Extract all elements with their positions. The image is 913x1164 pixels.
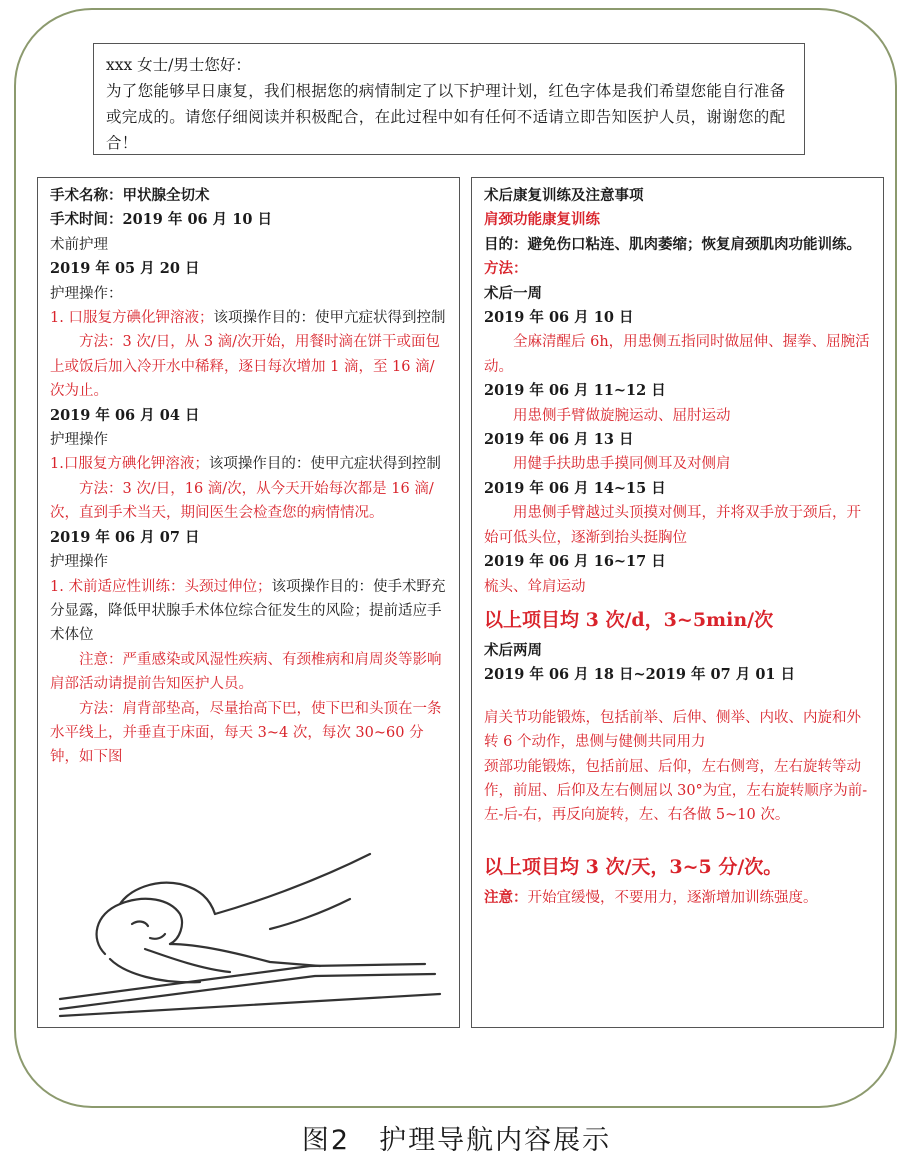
note-text: 开始宜缓慢，不要用力，逐渐增加训练强度。 [527,889,818,906]
step3-date: 2019 年 06 月 13 日 [484,431,634,449]
greeting-body: 为了您能够早日康复，我们根据您的病情制定了以下护理计划，红色字体是我们希望您能自行准备或完成的。请您仔细阅读并积极配合，在此过程中如有任何不适请立即告知医护人员，谢谢您的配合！ [106,82,786,152]
step2-text: 用患侧手臂做旋腕运动、屈肘运动 [513,407,731,424]
op-item-1 [50,306,447,330]
op-item-1-red: 1. 口服复方碘化钾溶液； [50,310,214,327]
step1-date: 2019 年 06 月 10 日 [484,309,634,327]
head-extension-position-illustration [50,844,448,1019]
op-item-2-red: 1.口服复方碘化钾溶液； [50,456,209,473]
method-label: 方法： [484,260,528,278]
postop-note [484,886,871,910]
surgery-name: 手术名称：甲状腺全切术 [50,187,210,204]
shoulder-exercise: 肩关节功能锻炼，包括前举、后伸、侧举、内收、内旋和外转 6 个动作，患侧与健侧共同用力 [484,709,861,751]
preop-heading: 术前护理 [50,236,108,253]
date-0520: 2019 年 05 月 20 日 [50,260,200,278]
step5-text: 梳头、耸肩运动 [484,578,586,595]
step5-date: 2019 年 06 月 16~17 日 [484,553,666,571]
step4-date: 2019 年 06 月 14~15 日 [484,479,666,497]
week1-heading: 术后一周 [484,284,542,302]
method-2: 方法：3 次/日，16 滴/次，从今天开始每次都是 16 滴/次，直到手术当天，期间医生会检查您的病情情况。 [50,480,434,522]
step1-text: 全麻清醒后 6h，用患侧五指同时做屈伸、握拳、屈腕活动。 [484,334,870,375]
note-label: 注意： [484,888,528,906]
week2-heading: 术后两周 [484,641,542,659]
op-label-1: 护理操作： [50,285,123,302]
greeting-salutation: xxx 女士/男士您好： [106,56,251,74]
step3-text: 用健手扶助患手摸同侧耳及对侧肩 [513,456,731,473]
date-0607: 2019 年 06 月 07 日 [50,528,200,546]
figure-caption: 图2 护理导航内容展示 [301,1125,612,1156]
op-item-3-purpose: 该项操作目的：使手术野充分显露，降低甲状腺手术体位综合征发生的风险；提前适应手术体位 [50,578,446,644]
postop-subtitle: 肩颈功能康复训练 [484,211,600,229]
method-1: 方法：3 次/日，从 3 滴/次开始，用餐时滴在饼干或面包上或饭后加入冷开水中稀释，逐日每次增加 1 滴，至 16 滴/次为止。 [50,334,441,400]
summary-week1: 以上项目均 3 次/d，3~5min/次 [484,608,774,631]
op-item-2-purpose: 该项操作目的：使甲亢症状得到控制 [208,456,441,473]
method-3: 方法：肩背部垫高，尽量抬高下巴，使下巴和头顶在一条水平线上，并垂直于床面，每天 3~4 次，每次 30~60 分钟，如下图 [50,700,442,766]
week2-range: 2019 年 06 月 18 日~2019 年 07 月 01 日 [484,666,796,684]
preop-panel [37,177,460,1028]
note-3: 注意：严重感染或风湿性疾病、有颈椎病和肩周炎等影响肩部活动请提前告知医护人员。 [50,651,442,693]
surgery-time: 手术时间：2019 年 06 月 10 日 [50,211,272,229]
postop-panel [471,177,884,1028]
greeting-box [93,43,805,155]
step2-date: 2019 年 06 月 11~12 日 [484,382,666,400]
step4-text: 用患侧手臂越过头顶摸对侧耳，并将双手放于颈后，开始可低头位，逐渐到抬头挺胸位 [484,505,861,546]
op-label-2: 护理操作 [50,432,108,449]
summary-week2: 以上项目均 3 次/天，3~5 分/次。 [484,855,783,878]
op-item-3-red: 1. 术前适应性训练：头颈过伸位； [50,578,272,595]
op-item-3 [50,575,447,648]
date-0604: 2019 年 06 月 04 日 [50,406,200,424]
neck-exercise: 颈部功能锻炼，包括前屈、后仰，左右侧弯，左右旋转等动作，前屈、后仰及左右侧屈以 30°为宜，左右旋转顺序为前-左-后-右，再反向旋转，左、右各做 5~10 次。 [484,758,868,824]
op-item-1-purpose: 该项操作目的：使甲亢症状得到控制 [213,310,446,327]
postop-purpose: 目的：避免伤口粘连、肌肉萎缩；恢复肩颈肌肉功能训练。 [484,235,861,253]
op-item-2 [50,452,447,476]
postop-title: 术后康复训练及注意事项 [484,187,644,204]
op-label-3: 护理操作 [50,554,108,571]
